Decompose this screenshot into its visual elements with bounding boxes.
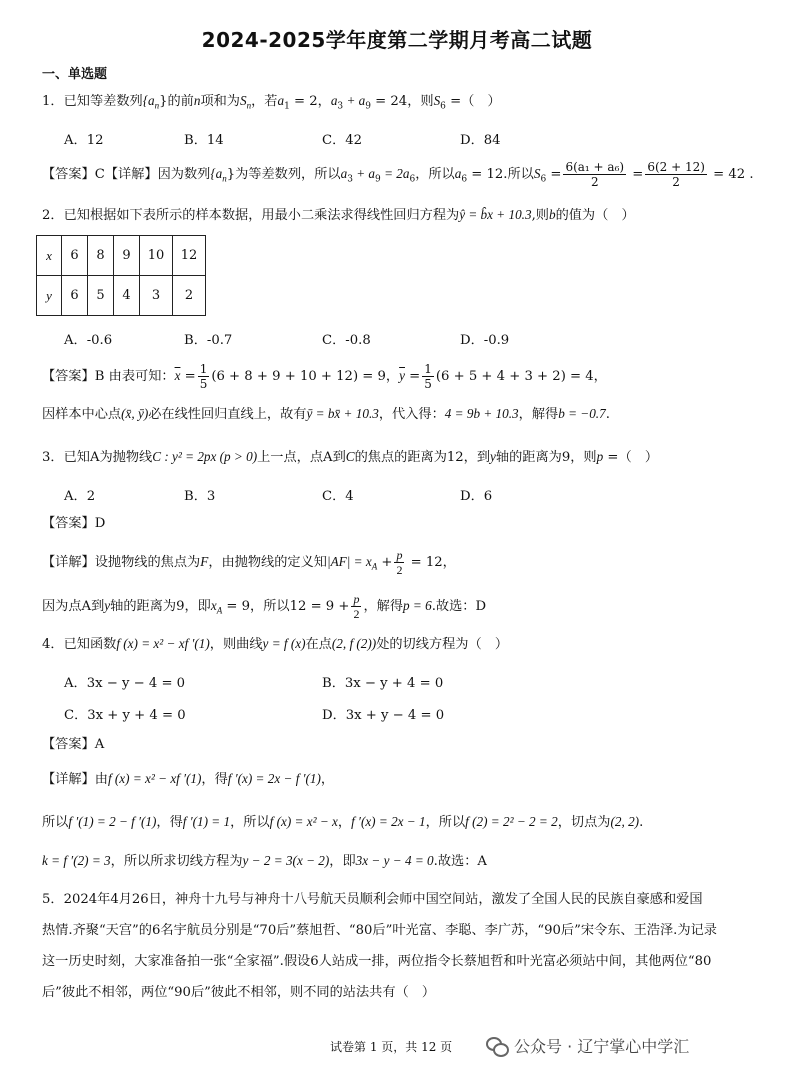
table-header-x: x — [37, 236, 62, 276]
page-title: 2024-2025学年度第二学期月考高二试题 — [201, 28, 593, 52]
table-cell: 9 — [114, 236, 140, 276]
question-5-line-3: 这一历史时刻，大家准备拍一张“全家福”.假设6人站成一排，两位指令长蔡旭哲和叶光富必须站中间，其他两位“80 — [42, 954, 712, 969]
watermark-text: 公众号 · 辽宁掌心中学汇 — [514, 1037, 690, 1056]
q2-option-d: D．-0.9 — [460, 333, 510, 348]
table-cell: 5 — [88, 276, 114, 316]
table-cell: 6 — [62, 276, 88, 316]
q4-option-a: A．3x − y − 4 = 0 — [64, 676, 186, 691]
sample-data-table — [36, 235, 206, 316]
q4-option-d: D．3x + y − 4 = 0 — [322, 708, 445, 723]
q3-detail-line-2: 因为点A到y轴的距离为9，即$x_A = 9$，所以12 = 9 + $\frac{p}{2}$ ，解得p = 6.故选：D — [42, 592, 487, 621]
question-5-line-2: 热情.齐聚“天宫”的6名宇航员分别是“70后”蔡旭哲、“80后”叶光富、李聪、李广苏，“90后”宋令东、王浩泽.为记录 — [42, 923, 717, 938]
q3-option-d: D．6 — [460, 489, 493, 504]
q2-option-a: A．-0.6 — [64, 333, 113, 348]
q3-option-a: A．2 — [64, 489, 96, 504]
question-5-line-4: 后”彼此不相邻，两位“90后”彼此不相邻，则不同的站法共有（ ） — [42, 985, 436, 1000]
table-header-y: y — [37, 276, 62, 316]
q2-answer: 【答案】B 由表可知：$\overline{x}$ = $\frac{1}{5}$ (6 + 8 + 9 + 10 + 12) = 9，$\overline{y}$ = $\frac{1}{5}$ (6 + 5 + 4 + 3 + 2) = 4， — [42, 362, 607, 391]
question-4: 4．已知函数f (x) = x² − xf ′(1)，则曲线y = f (x)在点(2, f (2))处的切线方程为（ ） — [42, 636, 509, 652]
q3-detail: 【详解】设抛物线的焦点为F，由抛物线的定义知$|AF| = x_A$ + $\frac{p}{2}$ = 12， — [42, 548, 456, 577]
q1-option-d: D．84 — [460, 133, 501, 148]
question-5-line-1: 5．2024年4月26日，神舟十九号与神舟十八号航天员顺利会师中国空间站，激发了全国人民的民族自豪感和爱国 — [42, 892, 703, 907]
question-3: 3．已知A为抛物线C : y² = 2px (p > 0)上一点，点A到C的焦点的距离为12，到y轴的距离为9，则p =（ ） — [42, 449, 659, 465]
table-cell: 6 — [62, 236, 88, 276]
q3-option-b: B．3 — [184, 489, 216, 504]
q3-option-c: C．4 — [322, 489, 354, 504]
question-2: 2．已知根据如下表所示的样本数据，用最小二乘法求得线性回归方程为ŷ = b̂x + 10.3,则b的值为（ ） — [42, 207, 635, 223]
table-row — [37, 276, 206, 316]
section-label: 一、单选题 — [42, 67, 108, 82]
q4-option-c: C．3x + y + 4 = 0 — [64, 708, 186, 723]
q1-answer: 【答案】C【详解】因为数列$\{a_n\}$为等差数列，所以$a_3 + a_9 = 2a_6$，所以$a_6 = 12$.所以$S_6$ = $\frac{\text{6(a₁ + a₆)}}{2}$ = $\frac{6(2 + 12)}{2}$ = 42 . — [42, 160, 754, 189]
page-footer: 试卷第 1 页，共 12 页 — [330, 1040, 453, 1054]
table-cell: 10 — [140, 236, 173, 276]
q1-option-a: A．12 — [64, 133, 104, 148]
q4-detail-line-3: k = f ′(2) = 3，所以所求切线方程为y − 2 = 3(x − 2)，即3x − y − 4 = 0.故选：A — [42, 853, 487, 869]
q4-answer: 【答案】A — [42, 737, 105, 752]
table-cell: 4 — [114, 276, 140, 316]
q3-answer: 【答案】D — [42, 516, 106, 531]
table-cell: 3 — [140, 276, 173, 316]
table-cell: 12 — [173, 236, 206, 276]
q4-detail-line-2: 所以f ′(1) = 2 − f ′(1)，得f ′(1) = 1，所以f (x) = x² − x，f ′(x) = 2x − 1，所以f (2) = 2² − 2 = 2，切点为(2, 2). — [42, 814, 644, 830]
table-cell: 8 — [88, 236, 114, 276]
q4-option-b: B．3x − y + 4 = 0 — [322, 676, 444, 691]
q1-option-c: C．42 — [322, 133, 363, 148]
q4-detail: 【详解】由f (x) = x² − xf ′(1)，得f ′(x) = 2x − f ′(1)， — [42, 771, 335, 787]
q2-option-b: B．-0.7 — [184, 333, 233, 348]
q1-option-b: B．14 — [184, 133, 224, 148]
table-cell: 2 — [173, 276, 206, 316]
q2-answer-line-2: 因样本中心点(x̄, ȳ)必在线性回归直线上，故有ȳ = bx̄ + 10.3，代入得：4 = 9b + 10.3，解得b = −0.7. — [42, 406, 610, 422]
table-row — [37, 236, 206, 276]
question-1: 1．已知等差数列$\{a_n\}$的前n项和为$S_n$，若$a_1 = 2$，$a_3 + a_9 = 24$，则$S_6$ =（ ） — [42, 93, 501, 112]
wechat-icon — [486, 1037, 508, 1055]
q2-option-c: C．-0.8 — [322, 333, 371, 348]
watermark — [486, 1034, 689, 1057]
